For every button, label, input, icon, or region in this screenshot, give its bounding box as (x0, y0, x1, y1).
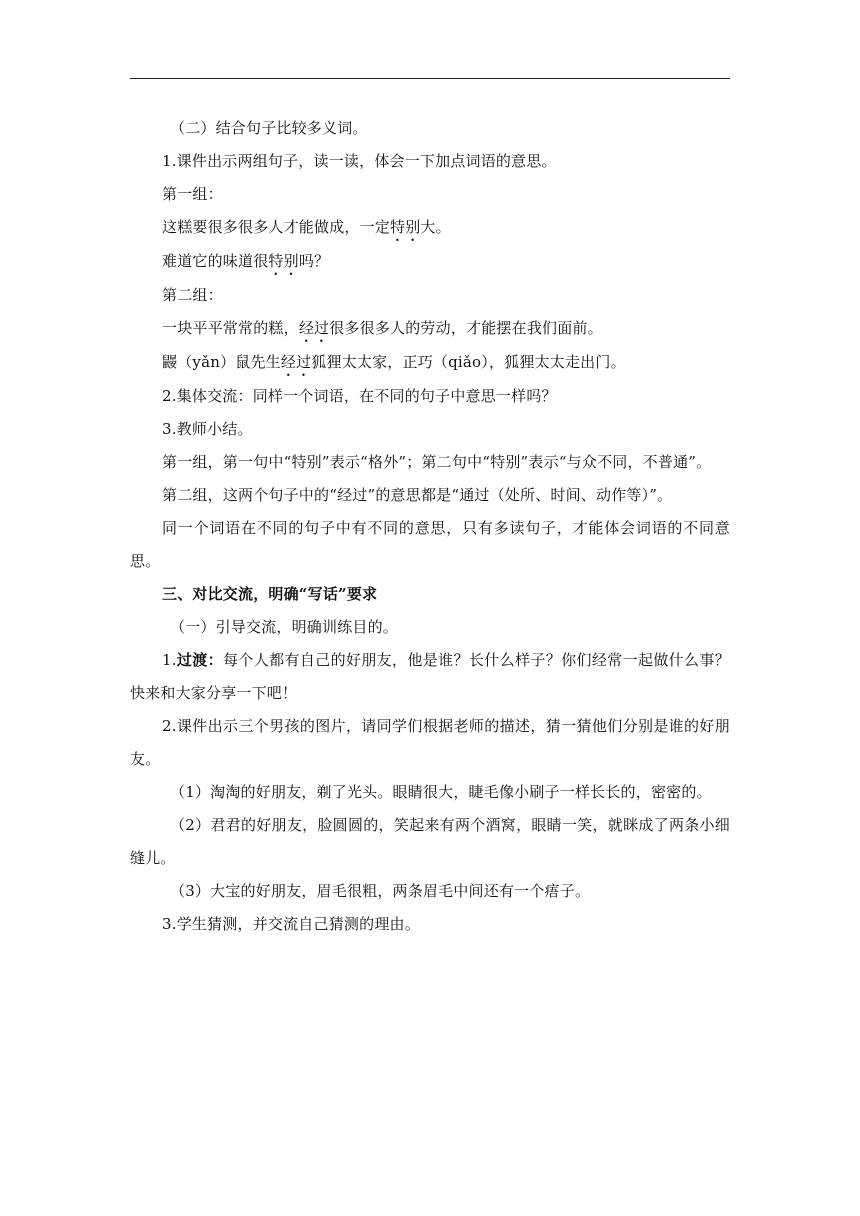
dotted-word: 特别 (268, 252, 299, 270)
step-paragraph: 1.过渡：每个人都有自己的好朋友，他是谁？长什么样子？你们经常一起做什么事？快来和大家分享一下吧！ (130, 651, 730, 702)
group-label: 第二组： (162, 286, 223, 304)
header-rule (130, 78, 730, 79)
step-paragraph: 3.学生猜测，并交流自己猜测的理由。 (162, 915, 420, 933)
group-label: 第一组： (162, 185, 223, 203)
example-sentence: 难道它的味道很特别吗？ (162, 252, 330, 270)
example-sentence: 一块平平常常的糕，经过很多很多人的劳动，才能摆在我们面前。 (162, 319, 603, 337)
dotted-word: 经过 (298, 319, 330, 337)
description-item: （3）大宝的好朋友，眉毛很粗，两条眉毛中间还有一个痦子。 (170, 882, 591, 900)
summary-paragraph: 第二组，这两个句子中的“经过”的意思都是“通过（处所、时间、动作等）”。 (162, 486, 673, 504)
description-item: （1）淘淘的好朋友，剃了光头。眼睛很大，睫毛像小刷子一样长长的，密密的。 (170, 783, 712, 801)
subsection-heading: （一）引导交流，明确训练目的。 (170, 618, 399, 636)
summary-paragraph: 第一组，第一句中“特别”表示“格外”；第二句中“特别”表示“与众不同，不普通”。 (162, 453, 712, 471)
summary-paragraph: 同一个词语在不同的句子中有不同的意思，只有多读句子，才能体会词语的不同意思。 (130, 519, 730, 570)
example-sentence: 这糕要很多很多人才能做成，一定特别大。 (162, 218, 451, 236)
step-paragraph: 1.课件出示两组句子，读一读，体会一下加点词语的意思。 (162, 152, 557, 170)
section-heading: 三、对比交流，明确“写话”要求 (162, 585, 378, 603)
dotted-word: 特别 (390, 218, 421, 236)
subsection-heading: （二）结合句子比较多义词。 (170, 119, 368, 137)
dotted-word: 经过 (280, 353, 312, 371)
transition-label: 过渡： (176, 651, 223, 669)
step-paragraph: 2.集体交流：同样一个词语，在不同的句子中意思一样吗？ (162, 387, 557, 405)
description-item: （2）君君的好朋友，脸圆圆的，笑起来有两个酒窝，眼睛一笑，就眯成了两条小细缝儿。 (130, 816, 730, 867)
document-body (130, 112, 730, 941)
step-paragraph: 2.课件出示三个男孩的图片，请同学们根据老师的描述，猜一猜他们分别是谁的好朋友。 (130, 717, 730, 768)
step-paragraph: 3.教师小结。 (162, 420, 253, 438)
example-sentence: 鼹（yǎn）鼠先生经过狐狸太太家，正巧（qiǎo），狐狸太太走出门。 (162, 353, 626, 371)
